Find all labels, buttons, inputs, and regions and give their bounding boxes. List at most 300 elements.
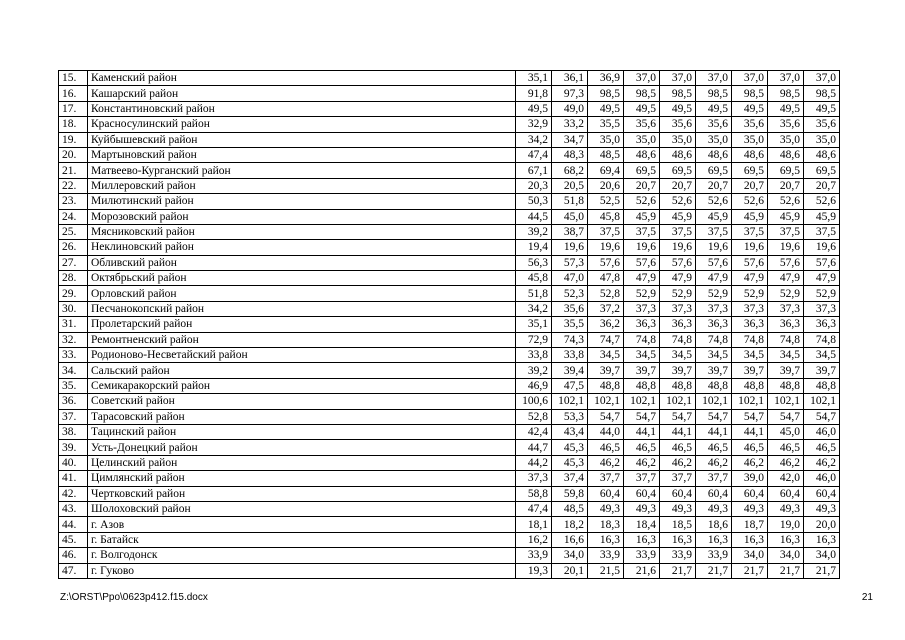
row-number: 20. bbox=[59, 147, 88, 162]
value-cell: 37,5 bbox=[660, 224, 696, 239]
value-cell: 49,3 bbox=[588, 501, 624, 516]
value-cell: 69,5 bbox=[696, 163, 732, 178]
value-cell: 39,7 bbox=[624, 363, 660, 378]
value-cell: 18,5 bbox=[660, 517, 696, 532]
value-cell: 54,7 bbox=[660, 409, 696, 424]
value-cell: 49,5 bbox=[624, 101, 660, 116]
district-name: Мясниковский район bbox=[88, 224, 516, 239]
value-cell: 60,4 bbox=[624, 486, 660, 501]
value-cell: 20,7 bbox=[732, 178, 768, 193]
value-cell: 19,3 bbox=[516, 563, 552, 578]
row-number: 32. bbox=[59, 332, 88, 347]
value-cell: 51,8 bbox=[516, 286, 552, 301]
table-row bbox=[59, 178, 840, 193]
district-name: Красносулинский район bbox=[88, 117, 516, 132]
row-number: 38. bbox=[59, 424, 88, 439]
value-cell: 74,7 bbox=[588, 332, 624, 347]
table-row bbox=[59, 209, 840, 224]
district-name: Тарасовский район bbox=[88, 409, 516, 424]
value-cell: 74,8 bbox=[768, 332, 804, 347]
district-name: г. Волгодонск bbox=[88, 548, 516, 563]
value-cell: 39,0 bbox=[732, 471, 768, 486]
value-cell: 33,9 bbox=[516, 548, 552, 563]
district-name: Чертковский район bbox=[88, 486, 516, 501]
value-cell: 69,5 bbox=[660, 163, 696, 178]
value-cell: 52,3 bbox=[552, 286, 588, 301]
value-cell: 36,3 bbox=[732, 317, 768, 332]
row-number: 46. bbox=[59, 548, 88, 563]
row-number: 28. bbox=[59, 271, 88, 286]
value-cell: 42,4 bbox=[516, 424, 552, 439]
value-cell: 39,2 bbox=[516, 363, 552, 378]
value-cell: 45,9 bbox=[624, 209, 660, 224]
row-number: 34. bbox=[59, 363, 88, 378]
value-cell: 46,5 bbox=[588, 440, 624, 455]
value-cell: 16,2 bbox=[516, 532, 552, 547]
row-number: 17. bbox=[59, 101, 88, 116]
table-row bbox=[59, 455, 840, 470]
table-row bbox=[59, 471, 840, 486]
value-cell: 50,3 bbox=[516, 194, 552, 209]
value-cell: 49,3 bbox=[732, 501, 768, 516]
value-cell: 39,2 bbox=[516, 224, 552, 239]
table-row bbox=[59, 394, 840, 409]
value-cell: 48,6 bbox=[768, 147, 804, 162]
value-cell: 35,0 bbox=[768, 132, 804, 147]
value-cell: 48,5 bbox=[588, 147, 624, 162]
district-name: Кашарский район bbox=[88, 86, 516, 101]
row-number: 33. bbox=[59, 348, 88, 363]
value-cell: 34,0 bbox=[552, 548, 588, 563]
value-cell: 52,8 bbox=[588, 286, 624, 301]
district-name: Октябрьский район bbox=[88, 271, 516, 286]
value-cell: 102,1 bbox=[732, 394, 768, 409]
value-cell: 19,6 bbox=[696, 240, 732, 255]
value-cell: 45,8 bbox=[588, 209, 624, 224]
value-cell: 49,0 bbox=[552, 101, 588, 116]
value-cell: 54,7 bbox=[624, 409, 660, 424]
value-cell: 20,5 bbox=[552, 178, 588, 193]
table-row bbox=[59, 378, 840, 393]
table-row bbox=[59, 532, 840, 547]
row-number: 47. bbox=[59, 563, 88, 578]
row-number: 45. bbox=[59, 532, 88, 547]
value-cell: 44,7 bbox=[516, 440, 552, 455]
value-cell: 48,6 bbox=[696, 147, 732, 162]
row-number: 40. bbox=[59, 455, 88, 470]
value-cell: 52,9 bbox=[624, 286, 660, 301]
value-cell: 49,5 bbox=[516, 101, 552, 116]
value-cell: 44,2 bbox=[516, 455, 552, 470]
value-cell: 48,5 bbox=[552, 501, 588, 516]
district-name: Цимлянский район bbox=[88, 471, 516, 486]
value-cell: 48,8 bbox=[696, 378, 732, 393]
value-cell: 44,1 bbox=[660, 424, 696, 439]
table-row bbox=[59, 409, 840, 424]
row-number: 27. bbox=[59, 255, 88, 270]
row-number: 36. bbox=[59, 394, 88, 409]
value-cell: 37,3 bbox=[768, 301, 804, 316]
value-cell: 33,9 bbox=[696, 548, 732, 563]
value-cell: 37,3 bbox=[660, 301, 696, 316]
value-cell: 34,5 bbox=[804, 348, 840, 363]
table-row bbox=[59, 440, 840, 455]
value-cell: 49,5 bbox=[768, 101, 804, 116]
district-name: Усть-Донецкий район bbox=[88, 440, 516, 455]
value-cell: 37,0 bbox=[624, 71, 660, 86]
district-name: Родионово-Несветайский район bbox=[88, 348, 516, 363]
value-cell: 98,5 bbox=[732, 86, 768, 101]
value-cell: 47,9 bbox=[660, 271, 696, 286]
value-cell: 57,6 bbox=[732, 255, 768, 270]
value-cell: 37,3 bbox=[696, 301, 732, 316]
value-cell: 69,5 bbox=[804, 163, 840, 178]
value-cell: 51,8 bbox=[552, 194, 588, 209]
value-cell: 52,6 bbox=[732, 194, 768, 209]
district-name: Мартыновский район bbox=[88, 147, 516, 162]
value-cell: 48,6 bbox=[732, 147, 768, 162]
value-cell: 18,2 bbox=[552, 517, 588, 532]
value-cell: 46,5 bbox=[732, 440, 768, 455]
district-name: Матвеево-Курганский район bbox=[88, 163, 516, 178]
district-name: Ремонтненский район bbox=[88, 332, 516, 347]
value-cell: 46,2 bbox=[732, 455, 768, 470]
value-cell: 60,4 bbox=[588, 486, 624, 501]
value-cell: 16,3 bbox=[588, 532, 624, 547]
value-cell: 47,0 bbox=[552, 271, 588, 286]
district-name: Каменский район bbox=[88, 71, 516, 86]
value-cell: 46,2 bbox=[696, 455, 732, 470]
value-cell: 46,5 bbox=[768, 440, 804, 455]
value-cell: 98,5 bbox=[768, 86, 804, 101]
value-cell: 47,9 bbox=[696, 271, 732, 286]
value-cell: 57,6 bbox=[768, 255, 804, 270]
value-cell: 35,5 bbox=[588, 117, 624, 132]
table-row bbox=[59, 501, 840, 516]
value-cell: 20,3 bbox=[516, 178, 552, 193]
value-cell: 102,1 bbox=[696, 394, 732, 409]
value-cell: 46,2 bbox=[588, 455, 624, 470]
value-cell: 37,5 bbox=[588, 224, 624, 239]
table-row bbox=[59, 240, 840, 255]
value-cell: 48,8 bbox=[588, 378, 624, 393]
value-cell: 49,5 bbox=[732, 101, 768, 116]
value-cell: 102,1 bbox=[552, 394, 588, 409]
value-cell: 60,4 bbox=[660, 486, 696, 501]
row-number: 22. bbox=[59, 178, 88, 193]
value-cell: 46,9 bbox=[516, 378, 552, 393]
value-cell: 37,2 bbox=[588, 301, 624, 316]
value-cell: 74,3 bbox=[552, 332, 588, 347]
value-cell: 56,3 bbox=[516, 255, 552, 270]
value-cell: 47,4 bbox=[516, 147, 552, 162]
value-cell: 37,3 bbox=[804, 301, 840, 316]
value-cell: 21,7 bbox=[660, 563, 696, 578]
value-cell: 21,5 bbox=[588, 563, 624, 578]
value-cell: 19,6 bbox=[624, 240, 660, 255]
value-cell: 102,1 bbox=[660, 394, 696, 409]
value-cell: 45,9 bbox=[660, 209, 696, 224]
table-row bbox=[59, 348, 840, 363]
value-cell: 37,7 bbox=[696, 471, 732, 486]
value-cell: 48,6 bbox=[804, 147, 840, 162]
value-cell: 52,6 bbox=[624, 194, 660, 209]
value-cell: 18,3 bbox=[588, 517, 624, 532]
value-cell: 102,1 bbox=[804, 394, 840, 409]
value-cell: 39,7 bbox=[588, 363, 624, 378]
value-cell: 44,0 bbox=[588, 424, 624, 439]
value-cell: 91,8 bbox=[516, 86, 552, 101]
value-cell: 36,9 bbox=[588, 71, 624, 86]
row-number: 25. bbox=[59, 224, 88, 239]
value-cell: 39,7 bbox=[696, 363, 732, 378]
row-number: 16. bbox=[59, 86, 88, 101]
row-number: 39. bbox=[59, 440, 88, 455]
row-number: 26. bbox=[59, 240, 88, 255]
value-cell: 34,5 bbox=[660, 348, 696, 363]
district-name: Милютинский район bbox=[88, 194, 516, 209]
value-cell: 45,9 bbox=[696, 209, 732, 224]
value-cell: 49,3 bbox=[660, 501, 696, 516]
district-name: Куйбышевский район bbox=[88, 132, 516, 147]
value-cell: 48,6 bbox=[624, 147, 660, 162]
value-cell: 19,6 bbox=[732, 240, 768, 255]
value-cell: 102,1 bbox=[588, 394, 624, 409]
value-cell: 35,6 bbox=[660, 117, 696, 132]
row-number: 44. bbox=[59, 517, 88, 532]
value-cell: 34,0 bbox=[804, 548, 840, 563]
value-cell: 35,6 bbox=[552, 301, 588, 316]
value-cell: 39,4 bbox=[552, 363, 588, 378]
value-cell: 16,3 bbox=[624, 532, 660, 547]
value-cell: 18,7 bbox=[732, 517, 768, 532]
value-cell: 49,3 bbox=[768, 501, 804, 516]
value-cell: 33,9 bbox=[660, 548, 696, 563]
value-cell: 52,9 bbox=[732, 286, 768, 301]
district-name: Неклиновский район bbox=[88, 240, 516, 255]
value-cell: 47,9 bbox=[768, 271, 804, 286]
value-cell: 46,0 bbox=[804, 424, 840, 439]
value-cell: 36,3 bbox=[624, 317, 660, 332]
value-cell: 35,6 bbox=[768, 117, 804, 132]
value-cell: 57,6 bbox=[804, 255, 840, 270]
value-cell: 46,2 bbox=[804, 455, 840, 470]
value-cell: 21,7 bbox=[804, 563, 840, 578]
value-cell: 52,9 bbox=[696, 286, 732, 301]
value-cell: 19,4 bbox=[516, 240, 552, 255]
value-cell: 49,5 bbox=[696, 101, 732, 116]
value-cell: 35,0 bbox=[732, 132, 768, 147]
table-row bbox=[59, 286, 840, 301]
value-cell: 67,1 bbox=[516, 163, 552, 178]
value-cell: 34,5 bbox=[768, 348, 804, 363]
value-cell: 35,1 bbox=[516, 317, 552, 332]
value-cell: 37,4 bbox=[552, 471, 588, 486]
row-number: 41. bbox=[59, 471, 88, 486]
value-cell: 18,4 bbox=[624, 517, 660, 532]
value-cell: 54,7 bbox=[804, 409, 840, 424]
value-cell: 21,7 bbox=[696, 563, 732, 578]
page-number: 21 bbox=[861, 592, 873, 603]
district-name: Шолоховский район bbox=[88, 501, 516, 516]
table-row bbox=[59, 101, 840, 116]
table-row bbox=[59, 301, 840, 316]
table-row bbox=[59, 86, 840, 101]
row-number: 37. bbox=[59, 409, 88, 424]
district-name: г. Батайск bbox=[88, 532, 516, 547]
row-number: 18. bbox=[59, 117, 88, 132]
district-name: Орловский район bbox=[88, 286, 516, 301]
row-number: 35. bbox=[59, 378, 88, 393]
row-number: 15. bbox=[59, 71, 88, 86]
value-cell: 68,2 bbox=[552, 163, 588, 178]
value-cell: 37,7 bbox=[588, 471, 624, 486]
value-cell: 69,5 bbox=[732, 163, 768, 178]
value-cell: 35,6 bbox=[624, 117, 660, 132]
value-cell: 39,7 bbox=[768, 363, 804, 378]
footer-file-path: Z:\ORST\Ppo\0623p412.f15.docx bbox=[60, 592, 208, 603]
value-cell: 52,9 bbox=[768, 286, 804, 301]
value-cell: 19,0 bbox=[768, 517, 804, 532]
value-cell: 37,0 bbox=[696, 71, 732, 86]
value-cell: 48,3 bbox=[552, 147, 588, 162]
value-cell: 16,3 bbox=[804, 532, 840, 547]
value-cell: 37,3 bbox=[516, 471, 552, 486]
value-cell: 57,3 bbox=[552, 255, 588, 270]
value-cell: 98,5 bbox=[660, 86, 696, 101]
value-cell: 52,9 bbox=[660, 286, 696, 301]
value-cell: 37,5 bbox=[624, 224, 660, 239]
table-row bbox=[59, 317, 840, 332]
table-row bbox=[59, 132, 840, 147]
value-cell: 48,8 bbox=[768, 378, 804, 393]
value-cell: 69,5 bbox=[768, 163, 804, 178]
table-row bbox=[59, 194, 840, 209]
value-cell: 37,5 bbox=[732, 224, 768, 239]
value-cell: 72,9 bbox=[516, 332, 552, 347]
district-name: Миллеровский район bbox=[88, 178, 516, 193]
value-cell: 33,2 bbox=[552, 117, 588, 132]
value-cell: 46,2 bbox=[660, 455, 696, 470]
table-row bbox=[59, 486, 840, 501]
value-cell: 44,1 bbox=[624, 424, 660, 439]
value-cell: 45,3 bbox=[552, 455, 588, 470]
value-cell: 35,0 bbox=[804, 132, 840, 147]
table-row bbox=[59, 271, 840, 286]
value-cell: 35,0 bbox=[696, 132, 732, 147]
value-cell: 69,5 bbox=[624, 163, 660, 178]
value-cell: 37,0 bbox=[660, 71, 696, 86]
value-cell: 37,3 bbox=[732, 301, 768, 316]
value-cell: 52,5 bbox=[588, 194, 624, 209]
value-cell: 46,5 bbox=[696, 440, 732, 455]
value-cell: 16,3 bbox=[732, 532, 768, 547]
value-cell: 33,9 bbox=[624, 548, 660, 563]
value-cell: 46,5 bbox=[624, 440, 660, 455]
value-cell: 44,1 bbox=[696, 424, 732, 439]
value-cell: 60,4 bbox=[732, 486, 768, 501]
value-cell: 57,6 bbox=[624, 255, 660, 270]
value-cell: 49,3 bbox=[696, 501, 732, 516]
table-body bbox=[59, 71, 840, 579]
value-cell: 34,5 bbox=[732, 348, 768, 363]
value-cell: 36,3 bbox=[768, 317, 804, 332]
value-cell: 37,0 bbox=[768, 71, 804, 86]
row-number: 23. bbox=[59, 194, 88, 209]
value-cell: 32,9 bbox=[516, 117, 552, 132]
value-cell: 20,7 bbox=[804, 178, 840, 193]
value-cell: 48,6 bbox=[660, 147, 696, 162]
value-cell: 33,9 bbox=[588, 548, 624, 563]
value-cell: 34,5 bbox=[588, 348, 624, 363]
district-name: Морозовский район bbox=[88, 209, 516, 224]
value-cell: 60,4 bbox=[804, 486, 840, 501]
value-cell: 46,0 bbox=[804, 471, 840, 486]
value-cell: 20,0 bbox=[804, 517, 840, 532]
value-cell: 39,7 bbox=[660, 363, 696, 378]
row-number: 19. bbox=[59, 132, 88, 147]
value-cell: 18,1 bbox=[516, 517, 552, 532]
value-cell: 16,6 bbox=[552, 532, 588, 547]
value-cell: 34,5 bbox=[624, 348, 660, 363]
table-row bbox=[59, 563, 840, 578]
value-cell: 45,9 bbox=[804, 209, 840, 224]
value-cell: 49,5 bbox=[588, 101, 624, 116]
value-cell: 48,8 bbox=[804, 378, 840, 393]
value-cell: 44,1 bbox=[732, 424, 768, 439]
value-cell: 45,0 bbox=[552, 209, 588, 224]
value-cell: 21,7 bbox=[768, 563, 804, 578]
value-cell: 35,5 bbox=[552, 317, 588, 332]
value-cell: 47,9 bbox=[624, 271, 660, 286]
value-cell: 48,8 bbox=[624, 378, 660, 393]
value-cell: 35,6 bbox=[804, 117, 840, 132]
value-cell: 46,2 bbox=[768, 455, 804, 470]
table-row bbox=[59, 224, 840, 239]
value-cell: 47,4 bbox=[516, 501, 552, 516]
value-cell: 45,8 bbox=[516, 271, 552, 286]
value-cell: 54,7 bbox=[696, 409, 732, 424]
value-cell: 19,6 bbox=[552, 240, 588, 255]
value-cell: 16,3 bbox=[660, 532, 696, 547]
value-cell: 46,5 bbox=[804, 440, 840, 455]
value-cell: 49,3 bbox=[624, 501, 660, 516]
value-cell: 100,6 bbox=[516, 394, 552, 409]
value-cell: 48,8 bbox=[732, 378, 768, 393]
value-cell: 34,2 bbox=[516, 132, 552, 147]
value-cell: 35,0 bbox=[624, 132, 660, 147]
value-cell: 20,6 bbox=[588, 178, 624, 193]
value-cell: 34,5 bbox=[696, 348, 732, 363]
value-cell: 37,5 bbox=[804, 224, 840, 239]
value-cell: 54,7 bbox=[588, 409, 624, 424]
value-cell: 69,4 bbox=[588, 163, 624, 178]
value-cell: 43,4 bbox=[552, 424, 588, 439]
value-cell: 36,1 bbox=[552, 71, 588, 86]
value-cell: 49,5 bbox=[804, 101, 840, 116]
table-row bbox=[59, 163, 840, 178]
table-row bbox=[59, 71, 840, 86]
value-cell: 34,0 bbox=[732, 548, 768, 563]
value-cell: 74,8 bbox=[624, 332, 660, 347]
value-cell: 35,6 bbox=[732, 117, 768, 132]
value-cell: 35,0 bbox=[588, 132, 624, 147]
value-cell: 21,6 bbox=[624, 563, 660, 578]
value-cell: 37,0 bbox=[732, 71, 768, 86]
value-cell: 97,3 bbox=[552, 86, 588, 101]
district-name: Обливский район bbox=[88, 255, 516, 270]
district-name: Сальский район bbox=[88, 363, 516, 378]
